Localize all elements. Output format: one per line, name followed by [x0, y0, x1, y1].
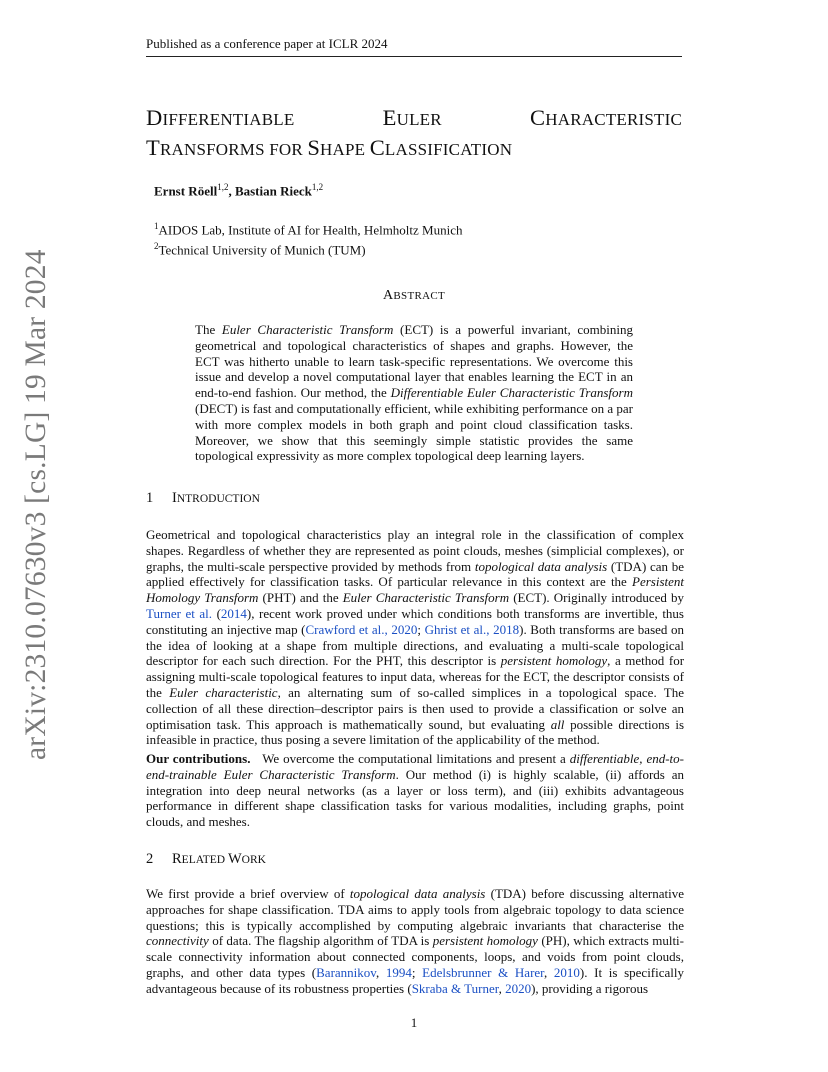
- section-heading-introduction: [146, 490, 260, 507]
- italic-run: Euler Characteristic Transform: [342, 590, 510, 606]
- text-run: The: [195, 322, 222, 337]
- author-affiliation-mark: 1,2: [311, 182, 324, 192]
- text-run: We overcome the computational limitations and present a: [262, 751, 570, 766]
- author-list: [154, 182, 323, 199]
- heading-rest: ORK: [241, 854, 266, 866]
- citation-link[interactable]: Ghrist et al., 2018: [424, 621, 520, 637]
- text-run: ), providing a rigorous: [531, 980, 649, 996]
- title-cap: S: [307, 135, 321, 160]
- text-run: of data. The flagship algorithm of TDA is: [208, 933, 433, 949]
- title-cap: C: [530, 105, 546, 130]
- text-run: (DECT) is fast and computationally efficient, while exhibiting performance on a par with more complex models in both graph and point cloud classification tasks. Moreover, we show that this seemingly simple statistic provides the same topological expressivity as more complex topological deep learning layers.: [195, 400, 634, 464]
- text-run: ). It is specifically advantageous because of its robustness properties (: [146, 964, 685, 996]
- text-run: ). Both transforms are based on the idea of looking at a shape from multiple directions, and evaluating a multi-scale topological descriptor for each such direction. For the PHT, this descriptor is: [146, 621, 684, 669]
- citation-link[interactable]: Turner et al.: [146, 605, 213, 621]
- affiliation-text: AIDOS Lab, Institute of AI for Health, Helmholtz Munich: [158, 222, 463, 238]
- text-run: (: [212, 605, 221, 621]
- heading-cap: I: [172, 490, 177, 506]
- affiliations: [154, 218, 463, 259]
- text-run: , a method for assigning multi-scale topological features to input data, whereas for the ECT, the descriptor consists of the: [146, 653, 685, 700]
- text-run: (TDA) can be applied effectively for classification tasks. Of particular relevance in this context are the: [146, 558, 684, 590]
- page-number: 1: [410, 1015, 418, 1030]
- title-rest: ULER: [396, 110, 442, 129]
- italic-run: differentiable, end-to-end-trainable Euler Characteristic Transform: [146, 751, 684, 782]
- italic-run: persistent homology: [500, 653, 608, 669]
- author-name: Bastian Rieck: [234, 183, 312, 199]
- text-run: ;: [411, 964, 423, 980]
- heading-cap: A: [382, 288, 394, 303]
- affiliation-2: [154, 238, 463, 258]
- text-run: ,: [543, 964, 554, 980]
- abstract-heading: [0, 288, 828, 304]
- paper-title: [146, 104, 682, 164]
- title-word-characteristic: [530, 104, 682, 134]
- italic-run: connectivity: [146, 933, 209, 949]
- title-rest: LASSIFICATION: [384, 140, 513, 159]
- affiliation-text: Technical University of Munich (TUM): [158, 242, 366, 258]
- citation-link[interactable]: 2020: [505, 980, 532, 996]
- italic-run: persistent homology: [432, 933, 538, 949]
- text-run: ;: [417, 621, 425, 637]
- introduction-paragraph: [146, 527, 684, 748]
- affiliation-1: [154, 218, 463, 238]
- author-affiliation-mark: 1,2: [217, 182, 229, 192]
- italic-run: Differentiable Euler Characteristic Transform: [390, 385, 633, 401]
- citation-link[interactable]: Crawford et al., 2020: [305, 621, 418, 637]
- text-run: ,: [498, 980, 506, 996]
- text-run: Geometrical and topological characteristics play an integral role in the classification of complex shapes. Regardless of whether they are represented as point clouds, meshes (simplicial complexes), or graphs, the multi-scale perspective provided by methods from: [146, 527, 684, 574]
- heading-cap: R: [172, 851, 182, 867]
- text-run: (PHT) and the: [258, 590, 343, 606]
- text-run: , an alternating sum of so-called simplices in a topological space. The collection of all these direction–descriptor pairs is then used to provide a classification or solve an optimisation task. This approach is mathematically sound, but evaluating: [146, 684, 684, 732]
- title-rest: HAPE: [320, 140, 370, 159]
- title-word-euler: [383, 104, 442, 134]
- text-run: (ECT). Originally introduced by: [509, 590, 684, 606]
- text-run: (TDA) before discussing alternative approaches for shape classification. TDA aims to apply tools from algebraic topology to data science questions; this is typically accomplished by computing algebraic invariants that characterise the: [146, 886, 684, 933]
- text-run: (ECT) is a powerful invariant, combining geometrical and topological characteristics of shapes and graphs. However, the ECT was hitherto unable to learn task-specific representations. We overcome this issue and develop a novel computational layer that enables learning the ECT in an end-to-end fashion. Our method, the: [195, 322, 633, 401]
- italic-run: Persistent Homology Transform: [146, 574, 684, 606]
- citation-link[interactable]: 2014: [220, 605, 247, 621]
- italic-run: topological data analysis: [349, 886, 486, 901]
- citation-link[interactable]: Edelsbrunner & Harer: [422, 964, 544, 980]
- text-run: (PH), which extracts multi-scale connectivity information about connected components, loops, and voids from point clouds, graphs, and other data types (: [146, 933, 684, 980]
- affiliation-mark: 1: [154, 221, 159, 231]
- arxiv-identifier-stamp: arXiv:2310.07630v3 [cs.LG] 19 Mar 2024: [20, 249, 52, 760]
- text-run: ,: [375, 964, 386, 980]
- italic-run: Euler Characteristic Transform: [221, 322, 394, 337]
- related-work-paragraph: [146, 886, 684, 997]
- heading-rest: NTRODUCTION: [176, 493, 260, 505]
- affiliation-mark: 2: [154, 241, 159, 252]
- title-rest: IFFERENTIABLE: [162, 110, 295, 129]
- text-run: possible directions is infeasible in practice, thus posing a severe limitation of the applicability of the method.: [146, 716, 685, 748]
- citation-link[interactable]: 1994: [385, 964, 412, 980]
- contributions-paragraph: [146, 751, 684, 830]
- italic-run: topological data analysis: [474, 558, 608, 574]
- title-cap: D: [146, 105, 163, 130]
- abstract-body: [195, 322, 633, 464]
- title-line-2: [146, 134, 682, 164]
- title-cap: E: [382, 105, 397, 130]
- heading-cap: W: [227, 851, 242, 867]
- title-word-differentiable: [146, 104, 294, 134]
- author-name: Ernst Röell: [154, 183, 218, 199]
- citation-link[interactable]: 2010: [553, 964, 580, 980]
- heading-rest: BSTRACT: [393, 290, 446, 302]
- citation-link[interactable]: Skraba & Turner: [411, 980, 499, 996]
- running-header: Published as a conference paper at ICLR 2024: [146, 36, 682, 57]
- author-separator: ,: [228, 183, 235, 199]
- citation-link[interactable]: Barannikov: [316, 964, 376, 980]
- bold-run: Our contributions.: [146, 751, 251, 766]
- text-run: . Our method (i) is highly scalable, (ii) affords an integration into deep neural networks (as a layer or loss term), and (iii) exhibits advantageous performance in different shape classification tasks for various modalities, including graphs, point clouds, and meshes.: [146, 766, 684, 830]
- title-cap: C: [369, 135, 385, 160]
- section-heading-related-work: [146, 851, 266, 868]
- title-cap: T: [146, 135, 160, 160]
- italic-run: Euler characteristic: [169, 684, 278, 700]
- text-run: ), recent work proved under which conditions both transforms are invertible, thus constituting an injective map (: [146, 605, 684, 637]
- title-rest: HARACTERISTIC: [545, 110, 682, 129]
- italic-run: all: [550, 716, 565, 732]
- title-rest: RANSFORMS FOR: [159, 140, 308, 159]
- heading-rest: ELATED: [181, 854, 228, 866]
- section-number: 2: [146, 851, 154, 867]
- section-number: 1: [146, 490, 154, 506]
- text-run: We first provide a brief overview of: [146, 886, 350, 901]
